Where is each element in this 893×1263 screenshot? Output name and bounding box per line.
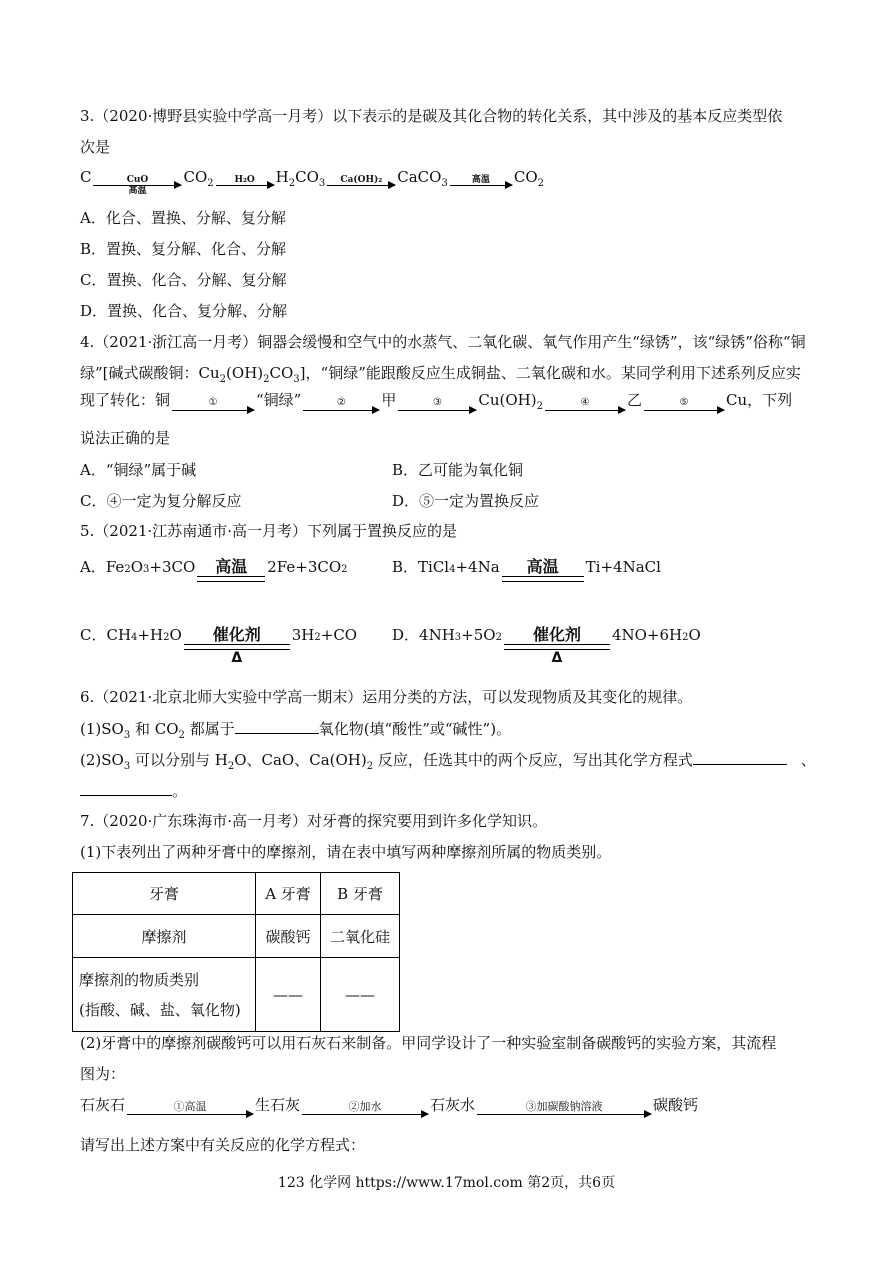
step-3-arrow: ③ <box>398 398 476 421</box>
arrow-label-top: H₂O <box>234 175 255 185</box>
table-cell: 二氧化硅 <box>321 915 400 958</box>
q3-stem-line1: 3.（2020·博野县实验中学高一月考）以下表示的是碳及其化合物的转化关系，其中涉及的基本反应类型依 <box>80 107 783 125</box>
chem-c: C <box>80 168 92 186</box>
q7-flow <box>80 1094 698 1125</box>
step-2-arrow: ② <box>303 398 379 421</box>
table-row <box>73 873 400 915</box>
q3-option-b: B．置换、复分解、化合、分解 <box>80 240 287 258</box>
q4-chain-copper-green: “铜绿” <box>256 391 302 409</box>
answer-blank[interactable] <box>80 781 172 796</box>
q5-option-a: A．Fe $_2$ O 3 +3CO 高温 2Fe+3CO $^2$ <box>80 556 348 598</box>
q3-stem-line2: 次是 <box>80 138 111 156</box>
q7-stem: 7.（2020·广东珠海市·高一月考）对牙膏的探究要用到许多化学知识。 <box>80 812 548 830</box>
q4-chain-cuoh2: $Cu(OH)_2$ <box>478 391 543 412</box>
flow-arrow-3: ③加碳酸钠溶液 <box>477 1102 651 1125</box>
arrow-heat <box>450 175 512 196</box>
q3-reaction-chain <box>80 168 544 196</box>
q3-option-a: A．化合、置换、分解、复分解 <box>80 209 286 227</box>
flow-node: 生石灰 <box>255 1096 301 1114</box>
q4-option-a: A．“铜绿”属于碱 <box>80 461 197 479</box>
table-row <box>73 915 400 958</box>
q4-chain-jia: 甲 <box>381 391 397 409</box>
q4-transform-chain <box>80 389 792 421</box>
flow-arrow-2: ②加水 <box>302 1102 428 1125</box>
q4-option-d: D．⑤一定为置换反应 <box>392 492 540 510</box>
step-5-arrow: ⑤ <box>644 398 724 421</box>
table-row <box>73 958 400 1032</box>
arrow-h2o <box>216 175 274 196</box>
chem-co2-final: $CO_2$ <box>513 168 544 189</box>
arrow-cuo <box>93 175 181 196</box>
q4-stem-line1: 4.（2021·浙江高一月考）铜器会缓慢和空气中的水蒸气、二氧化碳、氧气作用产生“绿锈”，该“绿锈”俗称“铜 <box>80 333 806 351</box>
arrow-label-bottom: 高温 <box>128 186 147 196</box>
equation-sign: 高温 <box>502 558 584 598</box>
arrow-label-top: CuO <box>126 175 149 185</box>
q6-stem: 6.（2021·北京北师大实验中学高一期末）运用分类的方法，可以发现物质及其变化的规律。 <box>80 688 693 706</box>
q6-part2: $(2)SO_3$ 可以分别与 $H_2O$、CaO、$Ca(OH)_2$ 反应，任选其中的两个反应，写出其化学方程式 、 <box>80 751 816 772</box>
equation-sign: 高温 <box>197 558 265 598</box>
q4-option-c: C．④一定为复分解反应 <box>80 492 242 510</box>
q6-part1: $(1)SO_3$ 和 $CO_2$ 都属于 氧化物(填“酸性”或“碱性”)。 <box>80 720 512 741</box>
table-header: B 牙膏 <box>321 873 400 915</box>
chem-h2co3: $H_2CO_3$ <box>275 168 326 189</box>
q5-option-b: B．TiCl $_4$ +4Na 高温 Ti+4NaCl <box>392 556 661 598</box>
flow-arrow-1: ①高温 <box>127 1102 253 1125</box>
q4-stem-line2: 绿”[碱式碳酸铜：$Cu_2(OH)_2CO_3$]，“铜绿”能跟酸反应生成铜盐、二氧化碳和水。某同学利用下述系列反应实 <box>80 364 801 385</box>
answer-cell[interactable]: —— <box>256 958 321 1032</box>
page-footer: 123 化学网 https://www.17mol.com 第2页，共6页 <box>277 1175 616 1191</box>
q7-part2-line1: (2)牙膏中的摩擦剂碳酸钙可以用石灰石来制备。甲同学设计了一种实验室制备碳酸钙的实验方案，其流程 <box>80 1034 777 1052</box>
answer-blank[interactable] <box>693 750 787 765</box>
flow-node: 碳酸钙 <box>653 1096 699 1114</box>
table-header: A 牙膏 <box>256 873 321 915</box>
table-cell: 摩擦剂 <box>73 915 256 958</box>
q4-stem-line4: 说法正确的是 <box>80 429 171 447</box>
chem-caco3: CaCO$_3$ <box>397 168 448 189</box>
toothpaste-table <box>72 872 400 1032</box>
q3-option-c: C．置换、化合、分解、复分解 <box>80 271 287 289</box>
arrow-label-top: Ca(OH)₂ <box>340 175 383 185</box>
q5-option-d: D．4NH $_3$ +5O 2 催化剂 Δ 4NO+6H $^2$ O <box>392 625 701 666</box>
equation-sign: 催化剂 Δ <box>184 626 290 666</box>
q4-chain-cu: Cu，下列 <box>726 391 793 409</box>
q7-part2-prompt: 请写出上述方案中有关反应的化学方程式： <box>80 1136 366 1154</box>
q4-chain-yi: 乙 <box>626 391 642 409</box>
chem-co2: $CO_2$ <box>183 168 214 189</box>
q5-option-c: C．CH $_4$ +H 2 O 催化剂 Δ 3H $^2$ +CO <box>80 625 358 666</box>
q3-option-d: D．置换、化合、复分解、分解 <box>80 302 288 320</box>
arrow-caoh2 <box>327 175 395 196</box>
equation-sign: 催化剂 Δ <box>504 626 610 666</box>
q5-stem: 5.（2021·江苏南通市·高一月考）下列属于置换反应的是 <box>80 522 458 540</box>
arrow-label-top: 高温 <box>471 175 490 185</box>
q7-part2-line2: 图为： <box>80 1065 126 1083</box>
table-cell: 碳酸钙 <box>256 915 321 958</box>
q4-chain-prefix: 现了转化：铜 <box>80 391 171 409</box>
answer-blank[interactable] <box>235 719 319 734</box>
table-header: 牙膏 <box>73 873 256 915</box>
step-1-arrow: ① <box>172 398 254 421</box>
q7-part1: (1)下表列出了两种牙膏中的摩擦剂，请在表中填写两种摩擦剂所属的物质类别。 <box>80 843 612 861</box>
step-4-arrow: ④ <box>545 398 625 421</box>
q6-part2-cont: 。 <box>80 781 187 800</box>
q4-option-b: B．乙可能为氧化铜 <box>392 461 524 479</box>
answer-cell[interactable]: —— <box>321 958 400 1032</box>
flow-node: 石灰水 <box>430 1096 476 1114</box>
flow-node: 石灰石 <box>80 1096 126 1114</box>
table-cell: 摩擦剂的物质类别 (指酸、碱、盐、氧化物) <box>73 958 256 1032</box>
